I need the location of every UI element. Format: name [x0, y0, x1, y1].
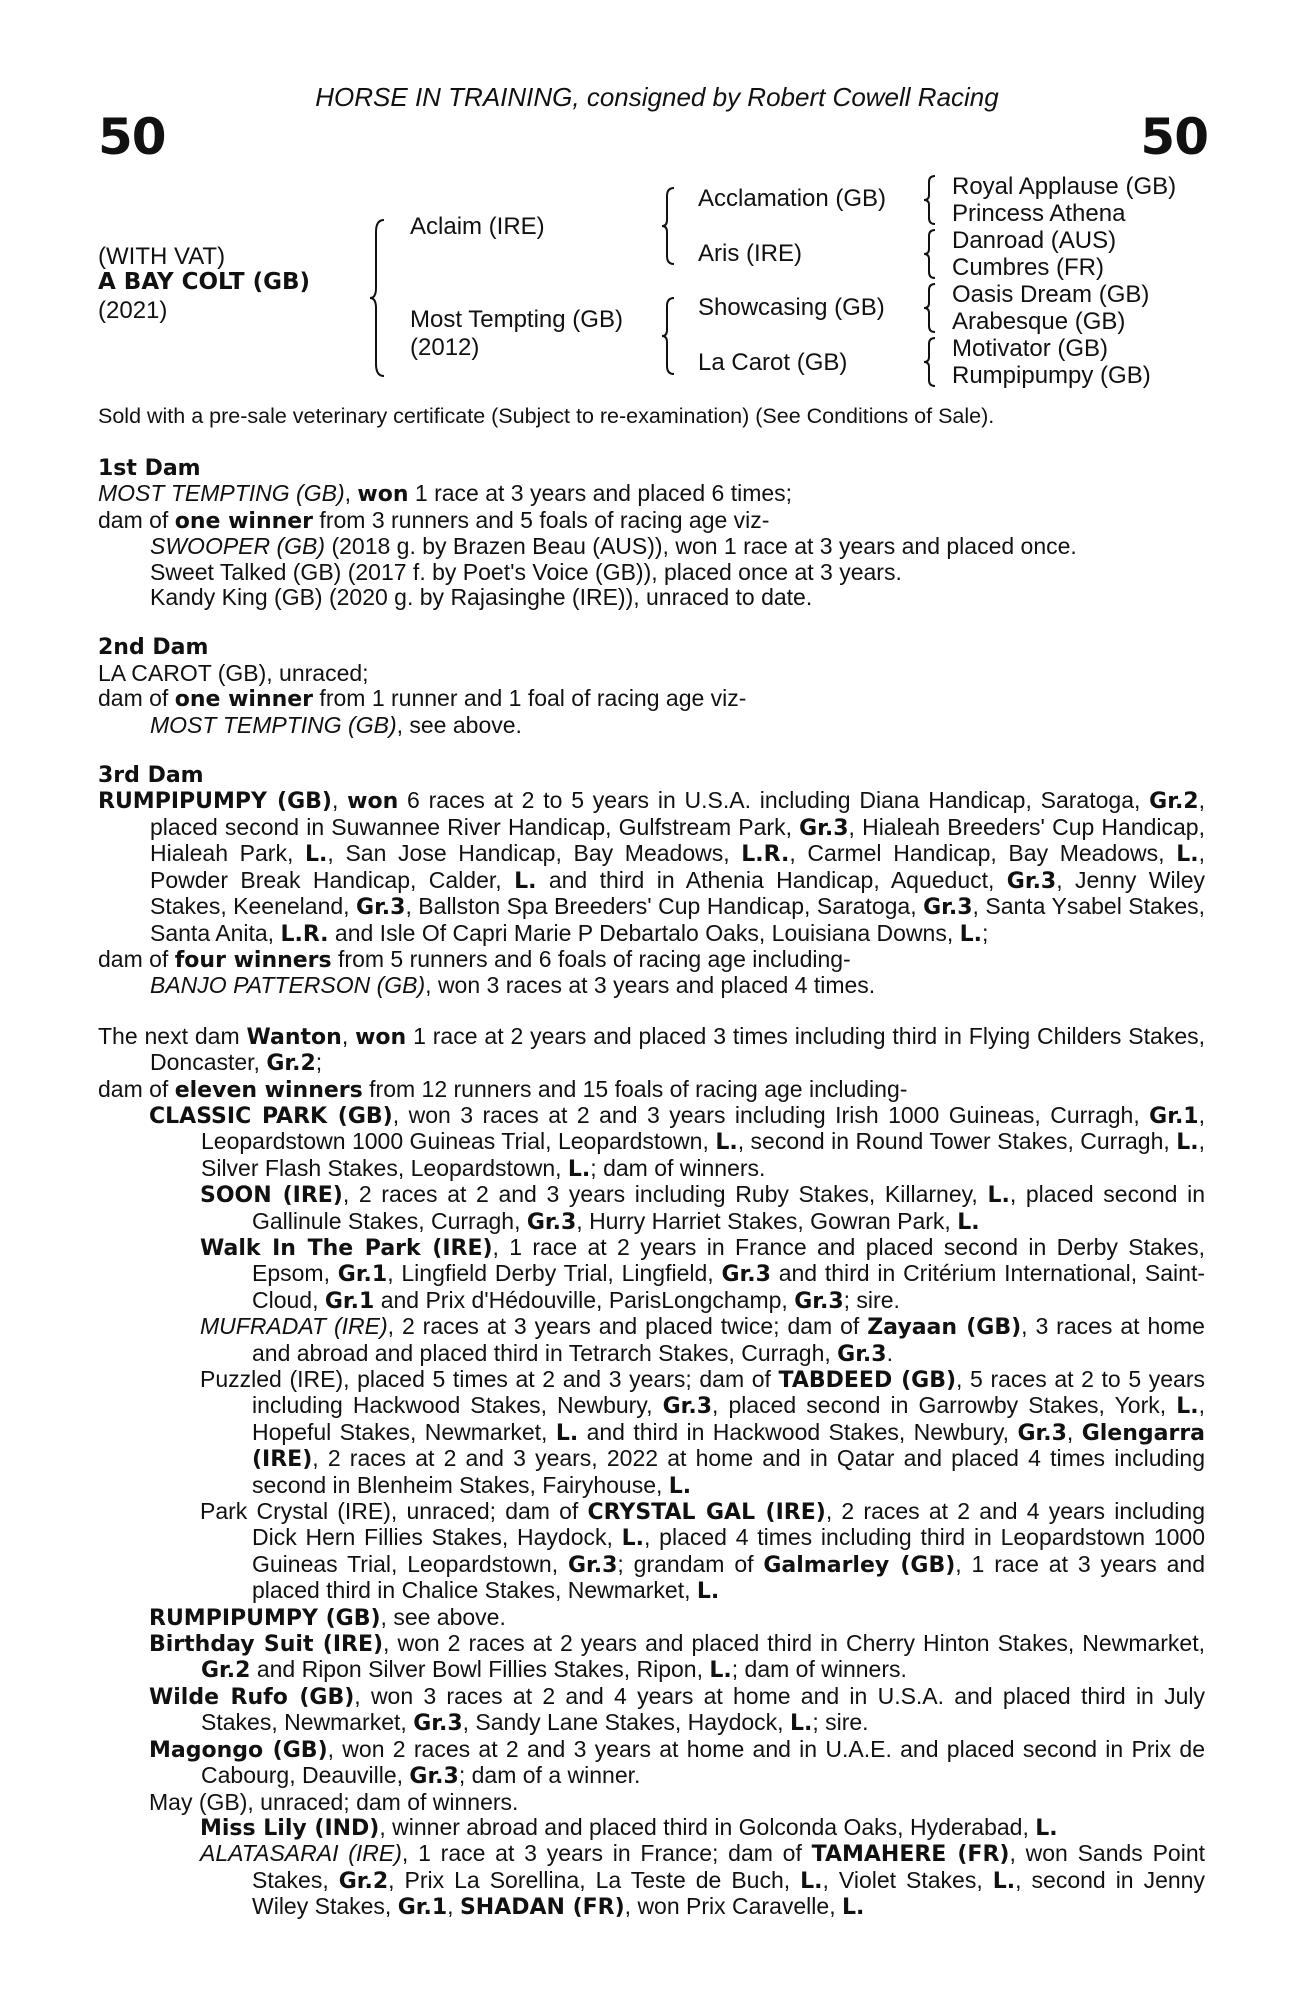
- bold-run: Gr.3: [413, 1711, 463, 1737]
- text-run: ,: [1066, 1418, 1082, 1445]
- entry-paragraph: [98, 1737, 1205, 1790]
- entry-paragraph: [98, 534, 1205, 559]
- entry-paragraph: [98, 1235, 1205, 1314]
- text-run: ; sire.: [812, 1709, 869, 1736]
- brace-icon: [922, 336, 938, 388]
- bold-run: SOON (IRE): [200, 1183, 343, 1209]
- bold-run: Gr.1: [337, 1262, 388, 1288]
- text-run: , Sandy Lane Stakes, Haydock,: [462, 1709, 790, 1736]
- entry-paragraph: [98, 1024, 1205, 1077]
- brace-icon: [660, 296, 678, 376]
- text-run: dam of: [98, 685, 175, 712]
- bold-run: Gr.1: [324, 1288, 375, 1314]
- text-run: ; sire.: [843, 1286, 900, 1313]
- bold-run: Gr.2: [266, 1051, 316, 1077]
- bold-run: SHADAN (FR): [459, 1895, 625, 1921]
- sire-name: Aclaim (IRE): [410, 213, 545, 240]
- entry-paragraph: [98, 1499, 1205, 1605]
- entry-paragraph: [98, 973, 1205, 998]
- bold-run: Gr.3: [409, 1764, 459, 1790]
- entry-paragraph: [98, 1605, 1205, 1631]
- text-run: , Carmel Handicap, Bay Meadows,: [789, 840, 1177, 867]
- entry-paragraph: [98, 661, 1205, 686]
- text-run: , Hopeful Stakes, Newmarket,: [252, 1392, 1205, 1445]
- text-run: from 1 runner and 1 foal of racing age viz-: [313, 685, 747, 712]
- text-run: ,: [341, 1022, 356, 1049]
- bold-run: L.: [514, 868, 537, 894]
- text-run: , Santa Ysabel Stakes, Santa Anita,: [150, 893, 1205, 946]
- horse-name: A BAY COLT (GB): [98, 269, 311, 295]
- text-run: ,: [331, 787, 348, 814]
- bold-run: won: [355, 1024, 407, 1050]
- text-run: , 3 races at home and abroad and placed third in Tetrarch Stakes, Curragh,: [252, 1313, 1205, 1366]
- bold-run: L.: [668, 1473, 692, 1499]
- brace-icon: [922, 174, 938, 226]
- bold-run: Gr.3: [526, 1209, 577, 1235]
- bold-run: Gr.3: [662, 1394, 712, 1420]
- text-run: , Ballston Spa Breeders' Cup Handicap, Saratoga,: [405, 893, 924, 920]
- bold-run: L.: [1176, 1130, 1199, 1156]
- bold-run: won: [347, 789, 399, 815]
- bold-run: L.: [959, 921, 983, 947]
- bold-run: Zayaan (GB): [867, 1315, 1022, 1341]
- text-run: dam of: [98, 506, 175, 533]
- text-run: , won 3 races at 3 years and placed 4 times.: [425, 972, 876, 999]
- gen3-3: Danroad (AUS): [952, 227, 1117, 254]
- text-run: , see above.: [380, 1603, 506, 1630]
- gen3-7: Motivator (GB): [952, 335, 1109, 362]
- bold-run: Galmarley (GB): [763, 1552, 956, 1578]
- text-run: The next dam: [98, 1022, 247, 1049]
- italic-run: MUFRADAT (IRE): [200, 1313, 388, 1340]
- bold-run: L.: [1176, 842, 1199, 868]
- text-run: from 5 runners and 6 foals of racing age including-: [331, 945, 851, 972]
- bold-run: Walk In The Park (IRE): [200, 1235, 493, 1261]
- gen3-8: Rumpipumpy (GB): [952, 362, 1151, 389]
- text-run: 6 races at 2 to 5 years in U.S.A. including Diana Handicap, Saratoga,: [398, 787, 1150, 814]
- text-run: , won 3 races at 2 and 3 years including Irish 1000 Guineas, Curragh,: [392, 1101, 1150, 1128]
- entry-paragraph: [98, 713, 1205, 738]
- bold-run: L.: [789, 1711, 813, 1737]
- bold-run: L.R.: [280, 921, 329, 947]
- text-run: , second in Jenny Wiley Stakes,: [252, 1866, 1205, 1920]
- bold-run: Gr.3: [356, 895, 406, 921]
- text-run: ; dam of a winner.: [458, 1762, 641, 1789]
- bold-run: RUMPIPUMPY (GB): [149, 1605, 381, 1631]
- bold-run: Gr.1: [397, 1895, 448, 1921]
- gen3-5: Oasis Dream (GB): [952, 281, 1150, 308]
- gen2-sire-sire: Acclamation (GB): [698, 185, 887, 212]
- dam-section: [98, 763, 1205, 999]
- text-run: , Leopardstown 1000 Guineas Trial, Leopardstown,: [201, 1101, 1205, 1155]
- text-run: (2018 g. by Brazen Beau (AUS)), won 1 race at 3 years and placed once.: [325, 533, 1077, 560]
- catalogue-body: [98, 456, 1205, 1921]
- bold-run: CRYSTAL GAL (IRE): [587, 1500, 826, 1526]
- text-run: , Silver Flash Stakes, Leopardstown,: [201, 1128, 1206, 1181]
- text-run: , second in Round Tower Stakes, Curragh,: [737, 1128, 1177, 1155]
- entry-paragraph: [98, 1790, 1205, 1815]
- italic-run: SWOOPER (GB): [150, 533, 326, 560]
- bold-run: RUMPIPUMPY (GB): [98, 789, 332, 815]
- text-run: and Ripon Silver Bowl Fillies Stakes, Ripon,: [250, 1656, 710, 1683]
- brace-icon: [660, 186, 678, 266]
- text-run: , won 3 races at 2 and 4 years at home and in U.S.A. and placed third in July Stakes, Newmarket,: [201, 1682, 1206, 1736]
- bold-run: Wanton: [246, 1024, 342, 1050]
- text-run: , see above.: [396, 711, 522, 738]
- text-run: , won Prix Caravelle,: [624, 1893, 842, 1920]
- bold-run: Gr.2: [1149, 789, 1199, 815]
- text-run: and Isle Of Capri Marie P Debartalo Oaks, Louisiana Downs,: [328, 919, 960, 946]
- text-run: ,: [447, 1893, 460, 1920]
- bold-run: Gr.2: [338, 1868, 389, 1894]
- bold-run: Gr.1: [1149, 1103, 1199, 1129]
- bold-run: Gr.3: [923, 895, 973, 921]
- text-run: dam of: [98, 1075, 175, 1102]
- entry-paragraph: [98, 1631, 1205, 1684]
- bold-run: eleven winners: [174, 1077, 363, 1103]
- bold-run: Gr.3: [1006, 868, 1057, 894]
- section-heading: 3rd Dam: [98, 763, 204, 789]
- text-run: , Jenny Wiley Stakes, Keeneland,: [150, 866, 1205, 920]
- section-heading: 2nd Dam: [98, 635, 209, 661]
- bold-run: Birthday Suit (IRE): [149, 1632, 384, 1658]
- brace-icon: [368, 218, 388, 378]
- text-run: from 3 runners and 5 foals of racing age viz-: [313, 506, 770, 533]
- entry-paragraph: [98, 1182, 1205, 1235]
- text-run: , Prix La Sorellina, La Teste de Buch,: [388, 1866, 801, 1893]
- bold-run: L.: [1035, 1815, 1058, 1841]
- entry-paragraph: [98, 1841, 1205, 1920]
- bold-run: L.: [715, 1130, 738, 1156]
- text-run: , placed 4 times including third in Leopardstown 1000 Guineas Trial, Leopardstown,: [252, 1524, 1205, 1577]
- dam-year: (2012): [410, 334, 480, 361]
- gen3-4: Cumbres (FR): [952, 254, 1105, 281]
- bold-run: L.: [696, 1579, 720, 1605]
- text-run: , Hurry Harriet Stakes, Gowran Park,: [576, 1207, 958, 1234]
- entry-paragraph: [98, 686, 1205, 712]
- presale-note: Sold with a pre-sale veterinary certificate (Subject to re-examination) (See Conditions of Sale).: [98, 404, 995, 428]
- text-run: , 2 races at 2 and 4 years including Dick Hern Fillies Stakes, Haydock,: [252, 1498, 1205, 1551]
- text-run: ,: [344, 480, 358, 507]
- bold-run: one winner: [174, 508, 314, 534]
- bold-run: Magongo (GB): [149, 1737, 328, 1763]
- bold-run: L.: [992, 1868, 1016, 1894]
- bold-run: L.: [567, 1156, 591, 1182]
- text-run: , won Sands Point Stakes,: [252, 1840, 1205, 1893]
- text-run: , won 2 races at 2 and 3 years at home and in U.A.E. and placed second in Prix de Cabourg, Deauville,: [201, 1735, 1205, 1789]
- entry-paragraph: [98, 508, 1205, 534]
- entry-paragraph: [98, 947, 1205, 973]
- bold-run: Gr.3: [794, 1288, 844, 1314]
- text-run: , 5 races at 2 to 5 years including Hackwood Stakes, Newbury,: [252, 1366, 1205, 1419]
- entry-paragraph: [98, 1077, 1205, 1103]
- gen3-1: Royal Applause (GB): [952, 173, 1177, 200]
- text-run: Park Crystal (IRE), unraced; dam of: [200, 1498, 588, 1525]
- text-run: 1 race at 3 years and placed 6 times;: [408, 480, 793, 507]
- dam-section: [98, 1024, 1205, 1921]
- italic-run: BANJO PATTERSON (GB): [150, 972, 426, 999]
- bold-run: L.: [305, 842, 328, 868]
- brace-icon: [922, 282, 938, 334]
- bold-run: Gr.3: [837, 1341, 887, 1367]
- text-run: ;: [982, 919, 989, 946]
- entry-paragraph: [98, 1367, 1205, 1499]
- bold-run: L.: [555, 1420, 579, 1446]
- text-run: LA CAROT (GB), unraced;: [98, 659, 369, 686]
- bold-run: L.: [957, 1209, 980, 1235]
- bold-run: four winners: [174, 947, 332, 973]
- entry-paragraph: [98, 1103, 1205, 1182]
- text-run: , Violet Stakes,: [822, 1866, 993, 1893]
- lot-number-left: 50: [98, 108, 166, 166]
- italic-run: ALATASARAI (IRE): [200, 1840, 402, 1867]
- gen2-dam-sire: Showcasing (GB): [698, 294, 885, 321]
- text-run: and third in Athenia Handicap, Aqueduct,: [536, 866, 1007, 893]
- text-run: ; dam of winners.: [590, 1154, 766, 1181]
- text-run: .: [886, 1339, 893, 1366]
- bold-run: L.: [621, 1526, 645, 1552]
- bold-run: Gr.3: [721, 1262, 771, 1288]
- text-run: , 1 race at 2 years in France and placed second in Derby Stakes, Epsom,: [252, 1233, 1205, 1287]
- bold-run: L.: [841, 1895, 865, 1921]
- text-run: ; grandam of: [617, 1550, 764, 1577]
- entry-paragraph: [98, 560, 1205, 585]
- text-run: Puzzled (IRE), placed 5 times at 2 and 3 years; dam of: [200, 1366, 779, 1392]
- bold-run: TABDEED (GB): [778, 1368, 957, 1393]
- text-run: , winner abroad and placed third in Golconda Oaks, Hyderabad,: [379, 1813, 1036, 1840]
- bold-run: L.: [987, 1183, 1010, 1209]
- dam-section: [98, 456, 1205, 610]
- text-run: , Powder Break Handicap, Calder,: [150, 840, 1205, 893]
- italic-run: MOST TEMPTING (GB): [98, 480, 345, 507]
- dam-name: Most Tempting (GB): [410, 306, 623, 333]
- dam-section: [98, 635, 1205, 738]
- bold-run: won: [357, 482, 409, 508]
- bold-run: L.R.: [741, 842, 790, 868]
- gen2-sire-dam: Aris (IRE): [698, 240, 802, 267]
- text-run: Sweet Talked (GB) (2017 f. by Poet's Voice (GB)), placed once at 3 years.: [150, 558, 902, 585]
- bold-run: one winner: [174, 687, 314, 713]
- italic-run: MOST TEMPTING (GB): [150, 711, 397, 738]
- text-run: , placed second in Gallinule Stakes, Curragh,: [252, 1181, 1205, 1234]
- text-run: , 1 race at 3 years in France; dam of: [401, 1840, 812, 1867]
- gen2-dam-dam: La Carot (GB): [698, 349, 848, 376]
- bold-run: Gr.3: [1017, 1420, 1067, 1446]
- lot-number-right: 50: [1140, 108, 1208, 166]
- entry-paragraph: [98, 481, 1205, 507]
- text-run: , won 2 races at 2 years and placed third in Cherry Hinton Stakes, Newmarket,: [383, 1630, 1205, 1657]
- text-run: , San Jose Handicap, Bay Meadows,: [327, 840, 742, 867]
- entry-paragraph: [98, 1815, 1205, 1841]
- bold-run: CLASSIC PARK (GB): [149, 1103, 393, 1129]
- bold-run: L.: [1176, 1394, 1199, 1420]
- text-run: , 2 races at 3 years and placed twice; dam of: [387, 1313, 868, 1340]
- text-run: and Prix d'Hédouville, ParisLongchamp,: [374, 1286, 795, 1313]
- gen3-2: Princess Athena: [952, 200, 1126, 227]
- text-run: 1 race at 2 years and placed 3 times including third in Flying Childers Stakes, Doncaster,: [150, 1022, 1205, 1076]
- text-run: , Lingfield Derby Trial, Lingfield,: [387, 1260, 722, 1287]
- brace-icon: [922, 228, 938, 280]
- text-run: dam of: [98, 945, 175, 972]
- page-title: HORSE IN TRAINING, consigned by Robert Cowell Racing: [315, 82, 999, 112]
- section-heading: 1st Dam: [98, 456, 201, 481]
- text-run: , placed second in Garrowby Stakes, York,: [712, 1392, 1177, 1419]
- text-run: , placed second in Suwannee River Handicap, Gulfstream Park,: [150, 787, 1205, 840]
- gen3-6: Arabesque (GB): [952, 308, 1126, 335]
- bold-run: L.: [709, 1658, 732, 1684]
- bold-run: Wilde Rufo (GB): [149, 1684, 355, 1710]
- vat-note: (WITH VAT): [98, 243, 226, 270]
- text-run: , 2 races at 2 and 3 years including Ruby Stakes, Killarney,: [342, 1181, 988, 1208]
- entry-paragraph: [98, 1314, 1205, 1367]
- bold-run: Gr.2: [201, 1658, 251, 1684]
- bold-run: Gr.3: [799, 815, 849, 841]
- text-run: Kandy King (GB) (2020 g. by Rajasinghe (IRE)), unraced to date.: [150, 584, 813, 611]
- entry-paragraph: [98, 788, 1205, 946]
- text-run: , 1 race at 3 years and placed third in Chalice Stakes, Newmarket,: [252, 1550, 1205, 1604]
- text-run: , 2 races at 2 and 3 years, 2022 at home and in Qatar and placed 4 times including second in Blenheim Stakes, Fairyhouse,: [252, 1445, 1205, 1498]
- text-run: ;: [315, 1049, 323, 1076]
- entry-paragraph: [98, 1684, 1205, 1737]
- bold-run: Miss Lily (IND): [200, 1815, 380, 1841]
- text-run: and third in Hackwood Stakes, Newbury,: [578, 1418, 1018, 1445]
- bold-run: L.: [800, 1868, 823, 1894]
- text-run: from 12 runners and 15 foals of racing age including-: [362, 1075, 908, 1102]
- text-run: and third in Critérium International, Saint-Cloud,: [252, 1260, 1205, 1313]
- bold-run: Glengarra (IRE): [252, 1420, 1206, 1473]
- text-run: , Hialeah Breeders' Cup Handicap, Hialeah Park,: [150, 813, 1205, 867]
- foaling-year: (2021): [98, 297, 168, 324]
- bold-run: TAMAHERE (FR): [811, 1842, 1010, 1868]
- bold-run: Gr.3: [567, 1552, 618, 1578]
- text-run: ; dam of winners.: [731, 1656, 907, 1683]
- entry-paragraph: [98, 585, 1205, 610]
- text-run: May (GB), unraced; dam of winners.: [149, 1788, 519, 1815]
